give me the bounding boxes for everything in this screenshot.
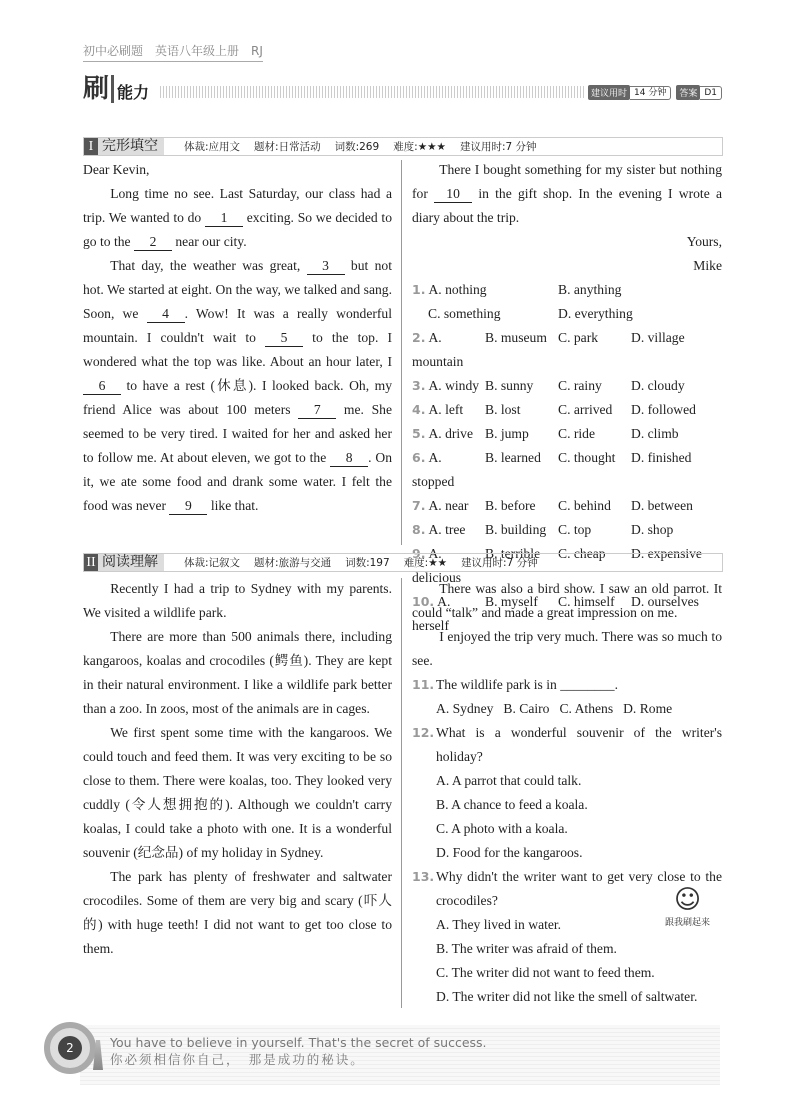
paragraph: I enjoyed the trip very much. There was so much to see. [412,629,722,668]
option-a: A. mountain [412,330,464,369]
question-number: 9. [412,546,426,561]
reading-passage-left [83,577,392,961]
ship-wheel-icon [44,1022,96,1074]
blank-6: 6 [83,377,121,395]
paragraph [412,254,722,278]
question-text: Why didn't the writer want to get very close to the crocodiles? [436,869,722,908]
text-segment: to have a rest (休息). I looked back. Oh, my friend Alice was about 100 meters [83,378,392,417]
question-text: What is a wonderful souvenir of the writer's holiday? [436,725,722,764]
option-a: A. stopped [412,450,455,489]
question-number: 10. [412,594,435,609]
option-cell [412,374,485,398]
motto [110,1034,487,1068]
text-segment: Yours, [686,234,722,249]
option-a: A. tree [428,522,466,537]
wordcount-info: 词数:197 [345,557,390,569]
blank-5: 5 [265,329,303,347]
question-number: 12. [412,725,435,740]
answer-tag-value: D1 [700,86,722,100]
paragraph: Recently I had a trip to Sydney with my parents. We visited a wildlife park. [83,581,392,620]
section1-number: I [84,138,98,155]
time-info: 建议用时:7 分钟 [459,141,537,153]
option-a: A. delicious [412,546,462,585]
question-number: 2. [412,330,426,345]
blank-9: 9 [169,497,207,515]
paragraph: There was also a bird show. I saw an old parrot. It could “talk” and made a great impression on me. [412,581,722,620]
paragraph: We first spent some time with the kangaroos. We could touch and feed them. It was very exciting to be so close to them. There were koalas, too. They looked very cuddly (令人想拥抱的). Although we couldn't carry koalas, I could take a photo with one. It is a wonderful souvenir (纪念品) of my holiday in Sydney. [83,725,392,860]
option-b: B. myself [485,594,538,609]
option-d: D. shop [631,522,674,537]
topic-info: 题材:旅游与交通 [254,557,332,569]
option-cell [412,326,485,374]
paragraph: The park has plenty of freshwater and saltwater crocodiles. Some of them are very big and scary (吓人的) with huge teeth! I did not want to get too close to them. [83,869,392,956]
answer-tag-label: 答案 [676,85,700,100]
cloze-passage-left [83,158,392,518]
option-d: D. Food for the kangaroos. [436,845,583,860]
text-segment: There I bought something for my sister but nothing for [412,162,722,201]
text-segment: Long time no see. Last Saturday, our class had a trip. We wanted to do [83,186,392,225]
text-segment: near our city. [171,234,247,249]
paragraph [83,182,392,254]
column-divider [401,160,402,545]
question-number: 4. [412,402,426,417]
option-c: C. cheap [558,546,606,561]
option-d: D. everything [558,306,633,321]
option-c: C. park [558,330,599,345]
section1-bar [83,137,723,156]
genre-info: 体裁:应用文 [184,141,241,153]
paragraph [412,230,722,254]
option-a: A. herself [412,594,451,633]
option-cell [412,494,485,518]
option-cell [412,422,485,446]
time-tag-value: 14 分钟 [630,86,671,100]
option-c: C. top [558,522,592,537]
blank-3: 3 [307,257,345,275]
time-tag [588,85,671,100]
running-header: 初中必刷题 英语八年级上册 RJ [83,42,263,62]
option-c: C. himself [558,594,615,609]
paragraph [412,158,722,230]
option-c: C. The writer did not want to feed them. [436,965,655,980]
option-b: B. jump [485,426,529,441]
difficulty-info: 难度:★★★ [393,141,446,153]
genre-info: 体裁:记叙文 [184,557,241,569]
text-segment: in the gift shop. In the evening I wrote a diary about the trip. [412,186,722,225]
option-cell [412,398,485,422]
option-row [412,518,722,542]
text-segment: Dear Kevin, [83,162,150,177]
option-b: B. The writer was afraid of them. [436,941,617,956]
question [412,721,722,769]
text-segment: but not hot. We started at eight. On the way, we talked and sang. Soon, we [83,258,392,321]
motto-chinese: 你必须相信你自己， 那是成功的秘诀。 [110,1052,365,1067]
option-cell [412,518,485,542]
option-b: B. Cairo [503,701,550,716]
question-number: 3. [412,378,426,393]
option-c: C. ride [558,426,595,441]
option-a: A. near [428,498,469,513]
option-b: B. learned [485,450,541,465]
blank-1: 1 [205,209,243,227]
option-b: B. before [485,498,536,513]
option-cell [412,302,558,326]
reading-passage-right [412,577,722,1009]
option-a: A. nothing [428,282,487,297]
option-b: B. lost [485,402,521,417]
option-b: B. sunny [485,378,534,393]
option-d: D. Rome [623,701,673,716]
title-small: 能力 [117,83,150,102]
title-big: 刷 [83,75,114,103]
text-segment: like that. [207,498,259,513]
question-number: 7. [412,498,426,513]
time-info: 建议用时:7 分钟 [461,557,538,569]
question-number: 11. [412,677,435,692]
option-b: B. terrible [485,546,541,561]
blank-8: 8 [330,449,368,467]
option-d: D. between [631,498,693,513]
mascot-sticker [665,885,710,928]
paragraph: There are more than 500 animals there, including kangaroos, koalas and crocodiles (鳄鱼). They are kept in their natural environment. I like a wildlife park better than a zoo. In zoos, most of the animals are in cages. [83,629,392,716]
section1-name: 完形填空 [98,138,164,155]
text-segment: to the top. I wondered what the top was like. About an hour later, I [83,330,393,369]
option-cell [412,278,558,302]
option-row [412,398,722,422]
option-a: A. drive [428,426,473,441]
option-b: B. anything [558,282,622,297]
text-segment: Mike [693,258,722,273]
text-segment: That day, the weather was great, [110,258,307,273]
motto-english: You have to believe in yourself. That's the secret of success. [110,1035,487,1050]
topic-info: 题材:日常活动 [254,141,321,153]
option-a: A. A parrot that could talk. [436,773,582,788]
option-a: A. windy [428,378,480,393]
option-row [412,326,722,374]
question-number: 5. [412,426,426,441]
option-d: D. climb [631,426,679,441]
option-row [412,697,722,721]
option-c: C. A photo with a koala. [436,821,568,836]
column-divider [401,578,402,1008]
paragraph [83,254,392,518]
title-tags [588,85,722,100]
option-a: A. left [428,402,464,417]
option-a: A. They lived in water. [436,917,562,932]
blank-10: 10 [434,185,472,203]
option-b: B. A chance to feed a koala. [436,797,588,812]
option-row [412,494,722,518]
section-title [83,75,149,103]
section2-number: II [84,554,98,571]
option-d: D. expensive [631,546,702,561]
option-a: A. Sydney [436,701,494,716]
page-number: 2 [58,1036,82,1060]
option-b: B. building [485,522,547,537]
answer-tag [676,85,722,100]
question-number: 1. [412,282,426,297]
option-d: D. finished [631,450,692,465]
option-b: B. museum [485,330,547,345]
paragraph [83,158,392,182]
question-number: 6. [412,450,426,465]
option-c: C. thought [558,450,616,465]
blank-2: 2 [134,233,172,251]
option-d: D. village [631,330,685,345]
question [412,673,722,697]
decorative-stripe [160,86,585,98]
text-segment: . On it, we ate some food and drank some water. I felt the food was never [83,450,392,513]
option-row [412,422,722,446]
questions [412,673,722,1009]
option-c: C. rainy [558,378,602,393]
option-c: C. something [428,306,501,321]
text-segment: me. She seemed to be very tired. I waited for her and asked her to follow me. At about eleven, we got to the [83,402,392,465]
mascot-icon: ☺ [673,885,702,915]
question-number: 13. [412,869,435,884]
text-segment: . Wow! It was a really wonderful mountain. I couldn't wait to [83,306,393,345]
section2-name: 阅读理解 [98,554,164,571]
section2-bar [83,553,723,572]
sticker-text: 跟我刷起来 [665,918,711,928]
option-c: C. arrived [558,402,613,417]
question-number: 8. [412,522,426,537]
blank-4: 4 [147,305,185,323]
wordcount-info: 词数:269 [334,141,380,153]
text-segment: exciting. So we decided to go to the [83,210,392,249]
option-row [412,446,722,494]
difficulty-info: 难度:★★ [403,557,448,569]
option-c: C. Athens [559,701,614,716]
question-text: The wildlife park is in ________. [436,677,618,692]
blank-7: 7 [298,401,336,419]
option-cell [412,446,485,494]
option-c: C. behind [558,498,611,513]
option-d: D. The writer did not like the smell of saltwater. [436,989,698,1004]
time-tag-label: 建议用时 [588,85,630,100]
option-row [412,374,722,398]
option-d: D. cloudy [631,378,685,393]
option-d: D. ourselves [631,594,699,609]
option-row [412,278,722,326]
option-d: D. followed [631,402,696,417]
